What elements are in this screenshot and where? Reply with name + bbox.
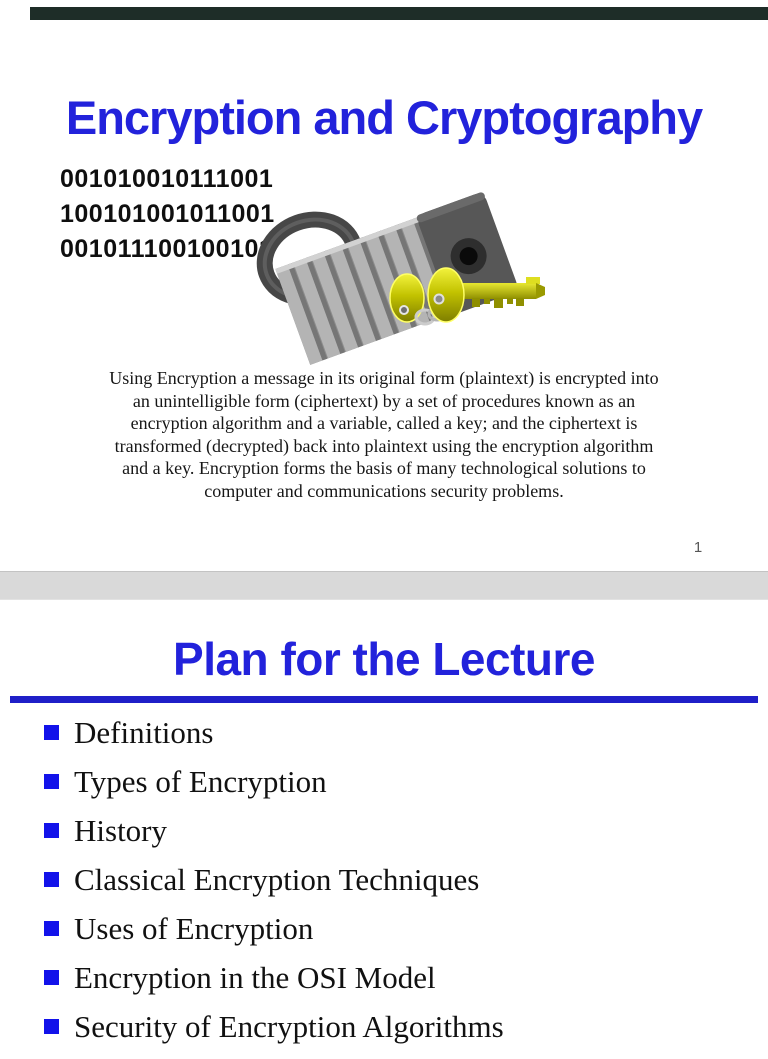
list-item: [44, 716, 744, 750]
list-item-label: History: [74, 813, 167, 848]
key-in-lock-icon: [390, 274, 424, 322]
binary-line: 100101001011001: [60, 200, 275, 228]
lecture-plan-list: [44, 716, 744, 1059]
slide1-title: Encryption and Cryptography: [65, 91, 703, 144]
list-item-label: Uses of Encryption: [74, 911, 314, 946]
paragraph-line: an unintelligible form (ciphertext) by a set of procedures known as an: [132, 390, 636, 411]
list-item-label: Types of Encryption: [74, 764, 327, 799]
bullet-square-icon: [44, 823, 59, 838]
bullet-square-icon: [44, 970, 59, 985]
list-item-label: Definitions: [74, 715, 214, 750]
title-underline-rule: [10, 696, 758, 703]
list-item: [44, 1010, 744, 1044]
list-item: [44, 765, 744, 799]
list-item: [44, 814, 744, 848]
paragraph-line: transformed (decrypted) back into plaintext using the encryption algorithm: [114, 435, 654, 456]
binary-line: 001011100100101: [60, 235, 274, 263]
list-item-label: Security of Encryption Algorithms: [74, 1009, 504, 1044]
binary-line: 001010010111001: [60, 165, 274, 193]
bullet-square-icon: [44, 921, 59, 936]
paragraph-line: computer and communications security problems.: [204, 480, 564, 501]
slide2-title: Plan for the Lecture: [173, 633, 595, 685]
binary-code-text: [60, 162, 275, 267]
bullet-square-icon: [44, 1019, 59, 1034]
bullet-square-icon: [44, 725, 59, 740]
padlock-keys-image: [246, 178, 548, 350]
list-item: [44, 961, 744, 995]
list-item: [44, 863, 744, 897]
paragraph-line: encryption algorithm and a variable, called a key; and the ciphertext is: [130, 413, 638, 434]
page-gap: [0, 571, 768, 600]
slide1-description: [40, 367, 728, 503]
viewer-top-toolbar-strip: [30, 7, 768, 20]
bullet-square-icon: [44, 872, 59, 887]
bullet-square-icon: [44, 774, 59, 789]
list-item: [44, 912, 744, 946]
paragraph-line: and a key. Encryption forms the basis of many technological solutions to: [122, 458, 646, 479]
list-item-label: Encryption in the OSI Model: [74, 960, 436, 995]
page-number: 1: [693, 539, 703, 556]
list-item-label: Classical Encryption Techniques: [74, 862, 480, 897]
paragraph-line: Using Encryption a message in its original form (plaintext) is encrypted into: [109, 368, 659, 388]
